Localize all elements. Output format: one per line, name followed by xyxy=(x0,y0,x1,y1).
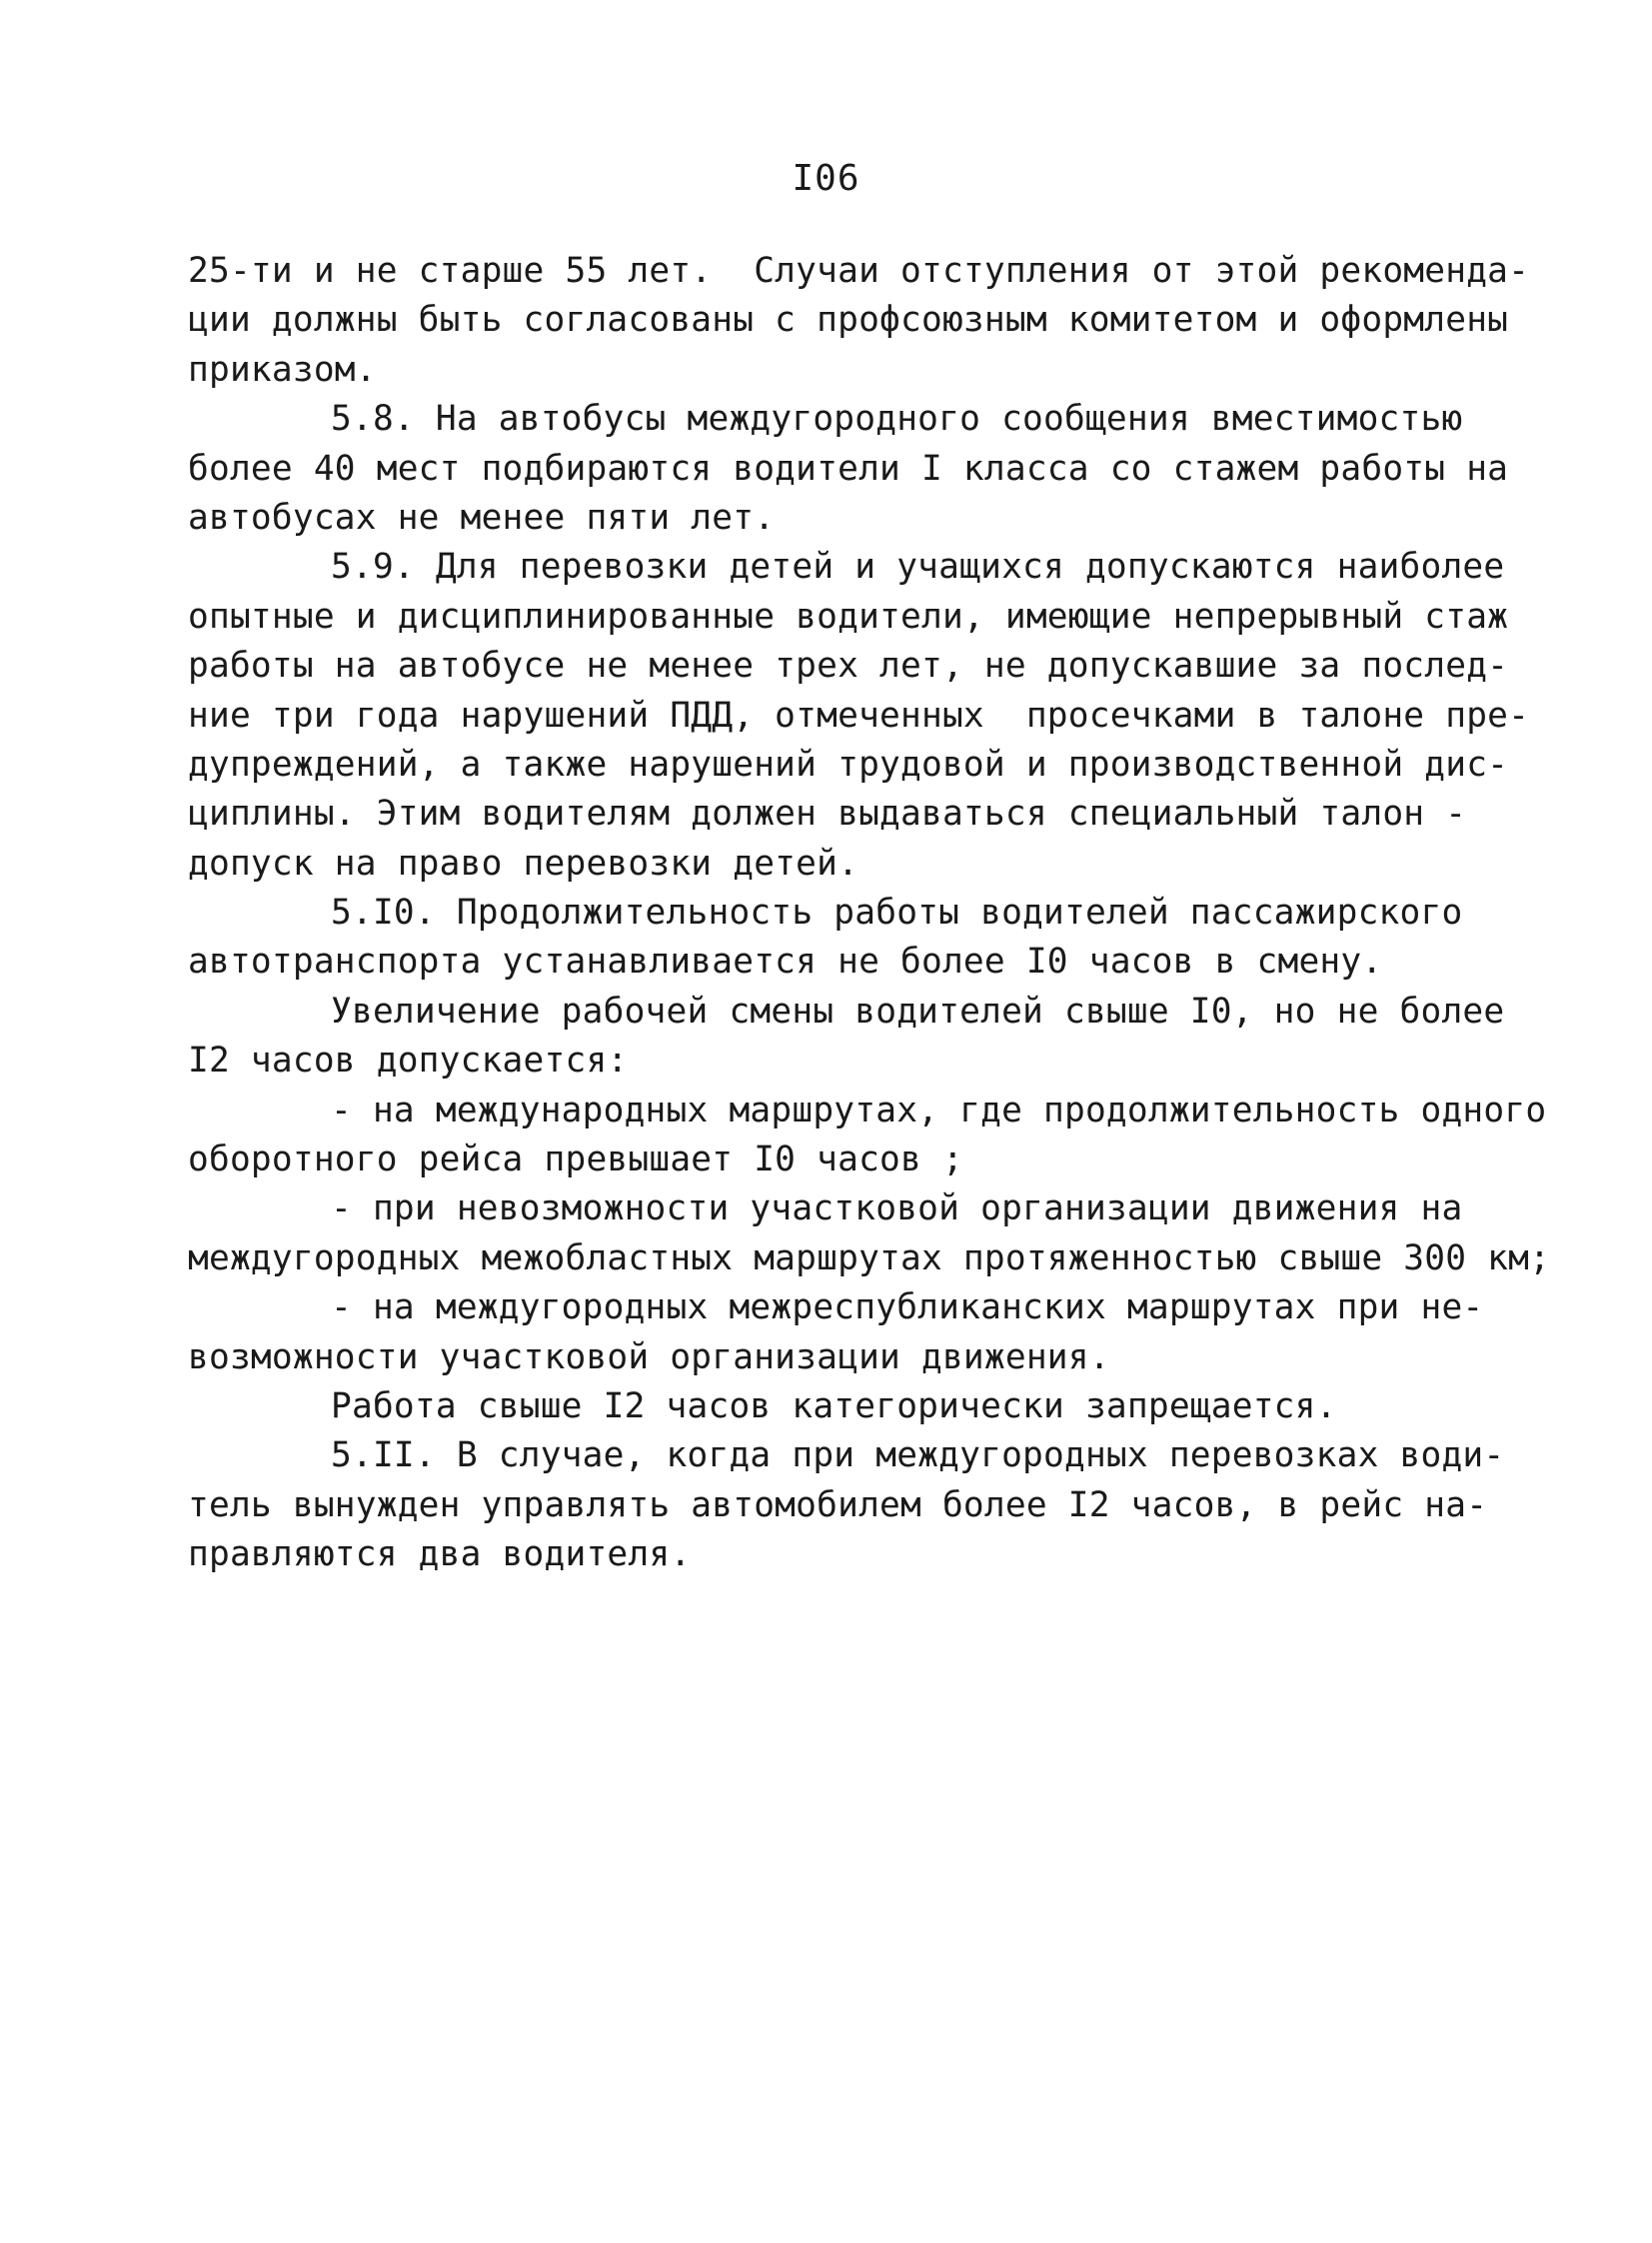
text-line: 5.II. В случае, когда при междугородных перевозках води- xyxy=(331,1435,1505,1476)
text-line: ние три года нарушений ПДД, отмеченных просечками в талоне пре- xyxy=(188,695,1530,736)
page-number: I06 xyxy=(792,158,860,199)
text-line: междугородных межобластных маршрутах протяженностью свыше 300 км; xyxy=(188,1237,1551,1278)
text-line: оборотного рейса превышает I0 часов ; xyxy=(188,1139,963,1180)
text-line: 5.8. На автобусы междугородного сообщения вместимостью xyxy=(331,399,1463,440)
text-line: 5.9. Для перевозки детей и учащихся допускаются наиболее xyxy=(331,547,1505,588)
text-line: 5.I0. Продолжительность работы водителей пассажирского xyxy=(331,893,1463,934)
text-line: Работа свыше I2 часов категорически запрещается. xyxy=(331,1385,1337,1426)
text-line: более 40 мест подбираются водители I класса со стажем работы на xyxy=(188,448,1509,489)
text-line: дупреждений, а также нарушений трудовой и производственной дис- xyxy=(188,744,1509,785)
text-line: автотранспорта устанавливается не более I0 часов в смену. xyxy=(188,942,1383,983)
text-line: возможности участковой организации движения. xyxy=(188,1336,1110,1377)
text-line: - на международных маршрутах, где продолжительность одного xyxy=(331,1090,1547,1130)
text-line: Увеличение рабочей смены водителей свыше I0, но не более xyxy=(331,991,1505,1032)
text-line: правляются два водителя. xyxy=(188,1534,692,1575)
text-line: циплины. Этим водителям должен выдаваться специальный талон - xyxy=(188,794,1467,835)
text-line: - при невозможности участковой организации движения на xyxy=(331,1188,1463,1229)
text-line: ции должны быть согласованы с профсоюзным комитетом и оформлены xyxy=(188,300,1509,341)
text-line: допуск на право перевозки детей. xyxy=(188,843,859,884)
text-line: тель вынужден управлять автомобилем более I2 часов, в рейс на- xyxy=(188,1484,1488,1525)
text-line: 25-ти и не старше 55 лет. Случаи отступления от этой рекоменда- xyxy=(188,251,1530,291)
text-line: приказом. xyxy=(188,349,377,390)
body-text xyxy=(188,247,1551,1580)
text-line: автобусах не менее пяти лет. xyxy=(188,497,776,538)
text-line: опытные и дисциплинированные водители, имеющие непрерывный стаж xyxy=(188,596,1509,637)
text-line: - на междугородных межреспубликанских маршрутах при не- xyxy=(331,1287,1484,1328)
text-line: I2 часов допускается: xyxy=(188,1041,629,1082)
text-line: работы на автобусе не менее трех лет, не допускавшие за послед- xyxy=(188,646,1509,687)
